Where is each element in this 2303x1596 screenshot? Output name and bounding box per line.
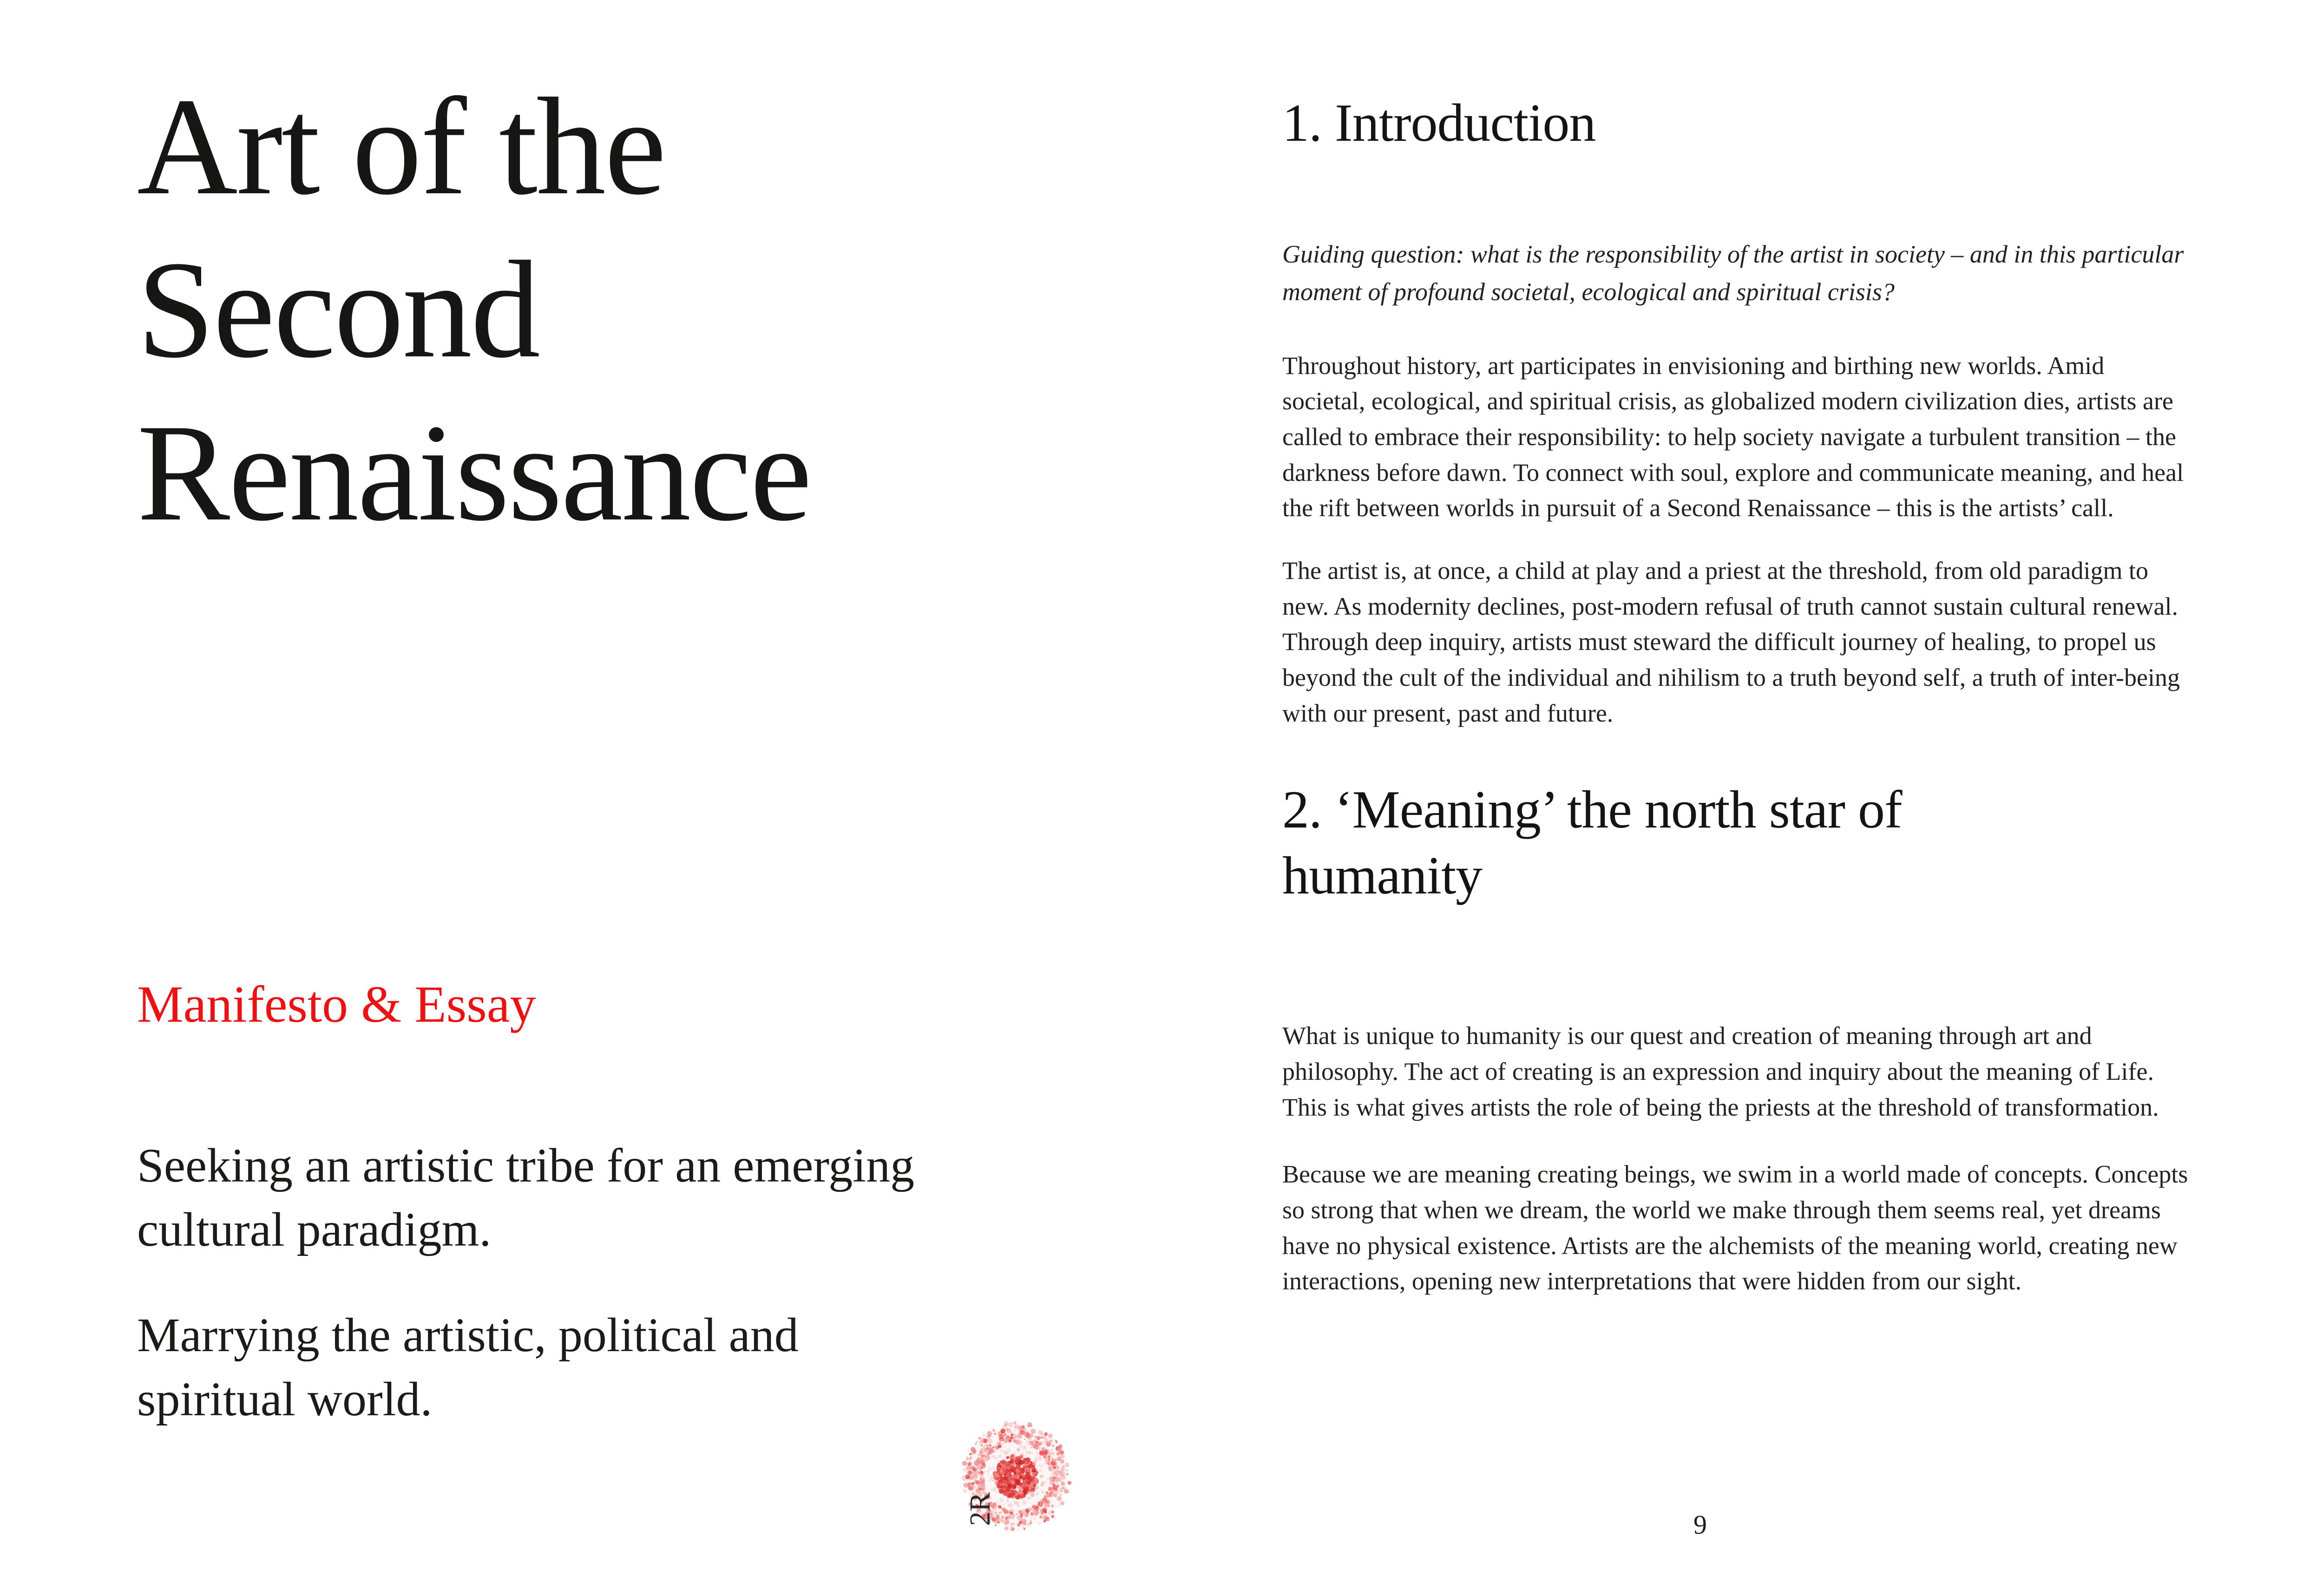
- section-2-heading: 2. ‘Meaning’ the north star of humanity: [1282, 780, 1902, 906]
- logo-2r-label: 2R: [965, 1492, 996, 1526]
- guiding-question: Guiding question: what is the responsibility of the artist in society – and in this particular moment of profound societal, ecological and spiritual crisis?: [1282, 240, 2184, 306]
- meaning-paragraph-2: Because we are meaning creating beings, we swim in a world made of concepts. Concepts so strong that when we dream, the world we make through them seems real, yet dreams have no physical existence. Artists are the alchemists of the meaning world, creating new interactions, opening new interpretations that were hidden from our sight.: [1282, 1160, 2188, 1295]
- book-title: Art of the Second Renaissance: [137, 69, 811, 550]
- tagline-marrying: Marrying the artistic, political and spiritual world.: [137, 1308, 799, 1426]
- meaning-paragraph-1: What is unique to humanity is our quest and creation of meaning through art and philosophy. The act of creating is an expression and inquiry about the meaning of Life. This is what gives artists the role of being the priests at the threshold of transformation.: [1282, 1022, 2159, 1121]
- subtitle: Manifesto & Essay: [137, 976, 536, 1033]
- tagline-seeking: Seeking an artistic tribe for an emerging cultural paradigm.: [137, 1139, 915, 1257]
- intro-paragraph-2: The artist is, at once, a child at play and a priest at the threshold, from old paradigm to new. As modernity declines, post-modern refusal of truth cannot sustain cultural renewal. Through deep inquiry, artists must steward the difficult journey of healing, to propel us beyond the cult of the individual and nihilism to a truth beyond self, a truth of inter-being with our present, past and future.: [1282, 556, 2180, 727]
- right-text-column: [1282, 91, 2188, 1299]
- intro-paragraph-1: Throughout history, art participates in envisioning and birthing new worlds. Amid societal, ecological, and spiritual crisis, as globalized modern civilization dies, artists are called to embrace their responsibility: to help society navigate a turbulent transition – the darkness before dawn. To connect with soul, explore and communicate meaning, and heal the rift between worlds in pursuit of a Second Renaissance – this is the artists’ call.: [1282, 351, 2184, 522]
- section-1-heading: 1. Introduction: [1282, 93, 1596, 153]
- page-number: 9: [1693, 1510, 1707, 1540]
- tagline-block: [137, 1134, 941, 1472]
